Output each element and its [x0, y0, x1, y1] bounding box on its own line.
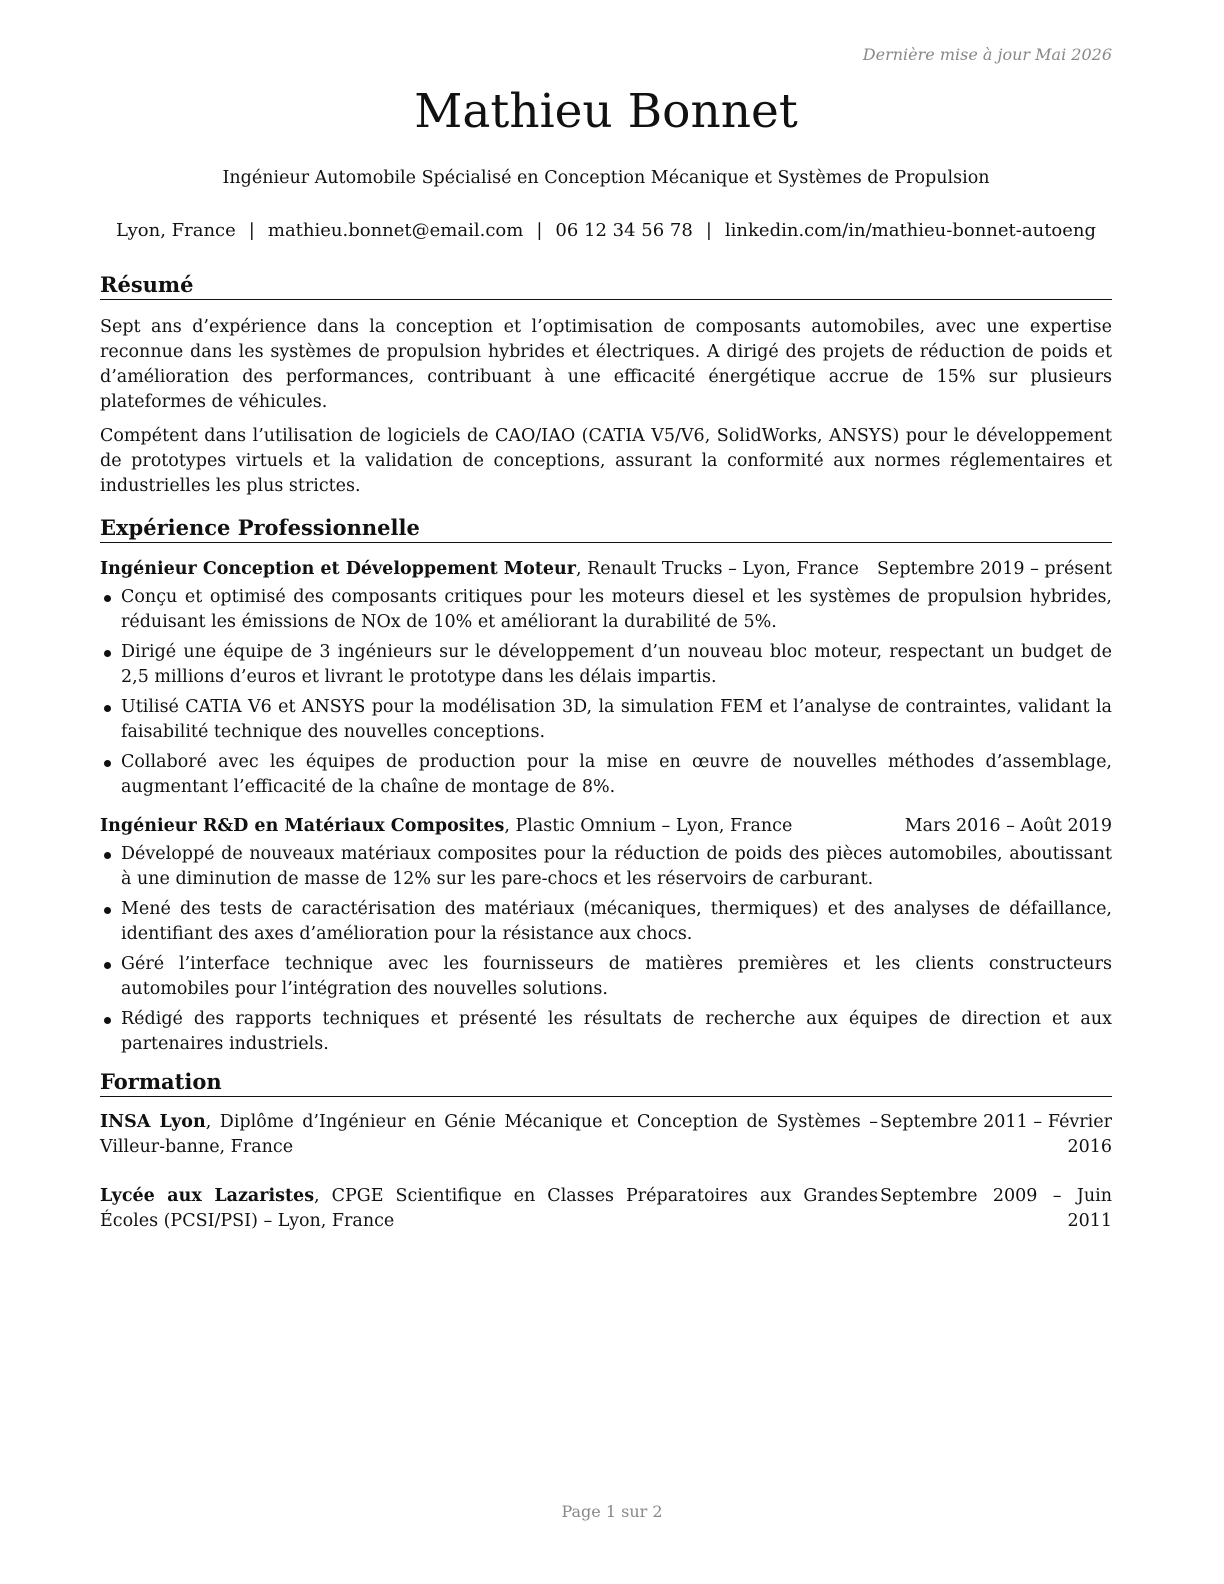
- job-bullet: Géré l’interface technique avec les fournisseurs de matières premières et les clients constructeurs automobiles pour l’intégration des nouvelles solutions.: [100, 952, 1112, 1002]
- summary-paragraph: Compétent dans l’utilisation de logiciels de CAO/IAO (CATIA V5/V6, SolidWorks, ANSYS) pour le développement de prototypes virtuels et la validation de conceptions, assurant la conformité aux normes réglementaires et industrielles les plus strictes.: [100, 426, 1112, 496]
- education-entry: [100, 1184, 1112, 1234]
- job-header: [100, 814, 1112, 839]
- education-school: Lycée aux Lazaristes: [100, 1186, 315, 1206]
- job-role: Ingénieur Conception et Développement Moteur: [100, 559, 576, 579]
- job-bullet: Rédigé des rapports techniques et présenté les résultats de recherche aux équipes de direction et aux partenaires industriels.: [100, 1007, 1112, 1057]
- headline: Ingénieur Automobile Spécialisé en Conception Mécanique et Systèmes de Propulsion: [222, 168, 990, 188]
- education-section: [100, 1069, 1112, 1234]
- education-dates: [880, 1184, 1112, 1234]
- job-role: Ingénieur R&D en Matériaux Composites: [100, 816, 505, 836]
- candidate-name: Mathieu Bonnet: [414, 84, 798, 139]
- page-number: Page 1 sur 2: [561, 1502, 663, 1521]
- contact-separator: |: [705, 220, 712, 241]
- contact-linkedin[interactable]: linkedin.com/in/mathieu-bonnet-autoeng: [724, 220, 1097, 241]
- job-entry: [100, 814, 1112, 1057]
- section-title-experience: Expérience Professionnelle: [100, 515, 1112, 543]
- job-bullet: Dirigé une équipe de 3 ingénieurs sur le développement d’un nouveau bloc moteur, respectant un budget de 2,5 millions d’euros et livrant le prototype dans les délais impartis.: [100, 640, 1112, 690]
- education-detail: , CPGE Scientifique en Classes Préparatoires aux Grandes Écoles (PCSI/PSI) – Lyon, France: [100, 1186, 878, 1231]
- resume-content: [100, 272, 1112, 1234]
- education-detail: , Diplôme d’Ingénieur en Génie Mécanique et Conception de Systèmes – Villeur-banne, France: [100, 1112, 878, 1157]
- contact-line: [100, 220, 1112, 241]
- education-description: [100, 1184, 878, 1234]
- education-dates-end: 2016: [1067, 1137, 1112, 1157]
- education-dates: [880, 1110, 1112, 1160]
- education-description: [100, 1110, 878, 1160]
- job-role-line: [100, 557, 859, 582]
- experience-section: [100, 515, 1112, 1057]
- contact-separator: |: [536, 220, 543, 241]
- job-dates: Mars 2016 – Août 2019: [904, 816, 1112, 836]
- summary-paragraph: Sept ans d’expérience dans la conception et l’optimisation de composants automobiles, avec une expertise reconnue dans les systèmes de propulsion hybrides et électriques. A dirigé des projets de réduction de poids et d’amélioration des performances, contribuant à une efficacité énergétique accrue de 15% sur plusieurs plateformes de véhicules.: [100, 317, 1112, 412]
- section-title-education: Formation: [100, 1069, 1112, 1097]
- job-company: , Plastic Omnium – Lyon, France: [504, 816, 793, 836]
- education-dates-start: Septembre 2011 – Février: [880, 1112, 1112, 1132]
- last-updated: Dernière mise à jour Mai 2026: [862, 45, 1112, 64]
- education-entry: [100, 1110, 1112, 1160]
- contact-email[interactable]: mathieu.bonnet@email.com: [267, 220, 524, 241]
- job-company: , Renault Trucks – Lyon, France: [576, 559, 859, 579]
- education-dates-start: Septembre 2009 – Juin: [880, 1186, 1112, 1206]
- job-dates: Septembre 2019 – présent: [877, 559, 1112, 579]
- job-bullets: [100, 585, 1112, 800]
- job-role-line: [100, 814, 792, 839]
- contact-separator: |: [248, 220, 255, 241]
- job-bullet: Développé de nouveaux matériaux composites pour la réduction de poids des pièces automobiles, aboutissant à une diminution de masse de 12% sur les pare-chocs et les réservoirs de carburant.: [100, 842, 1112, 892]
- job-bullets: [100, 842, 1112, 1057]
- job-entry: [100, 557, 1112, 800]
- education-dates-end: 2011: [1067, 1211, 1112, 1231]
- job-header: [100, 557, 1112, 582]
- job-bullet: Conçu et optimisé des composants critiques pour les moteurs diesel et les systèmes de propulsion hybrides, réduisant les émissions de NOx de 10% et améliorant la durabilité de 5%.: [100, 585, 1112, 635]
- contact-location: Lyon, France: [115, 220, 236, 241]
- job-bullet: Mené des tests de caractérisation des matériaux (mécaniques, thermiques) et des analyses de défaillance, identifiant des axes d’amélioration pour la résistance aux chocs.: [100, 897, 1112, 947]
- job-bullet: Collaboré avec les équipes de production pour la mise en œuvre de nouvelles méthodes d’assemblage, augmentant l’efficacité de la chaîne de montage de 8%.: [100, 750, 1112, 800]
- summary-section: [100, 272, 1112, 499]
- education-school: INSA Lyon: [100, 1112, 206, 1132]
- section-title-summary: Résumé: [100, 272, 1112, 300]
- contact-phone: 06 12 34 56 78: [555, 220, 693, 241]
- job-bullet: Utilisé CATIA V6 et ANSYS pour la modélisation 3D, la simulation FEM et l’analyse de contraintes, validant la faisabilité technique des nouvelles conceptions.: [100, 695, 1112, 745]
